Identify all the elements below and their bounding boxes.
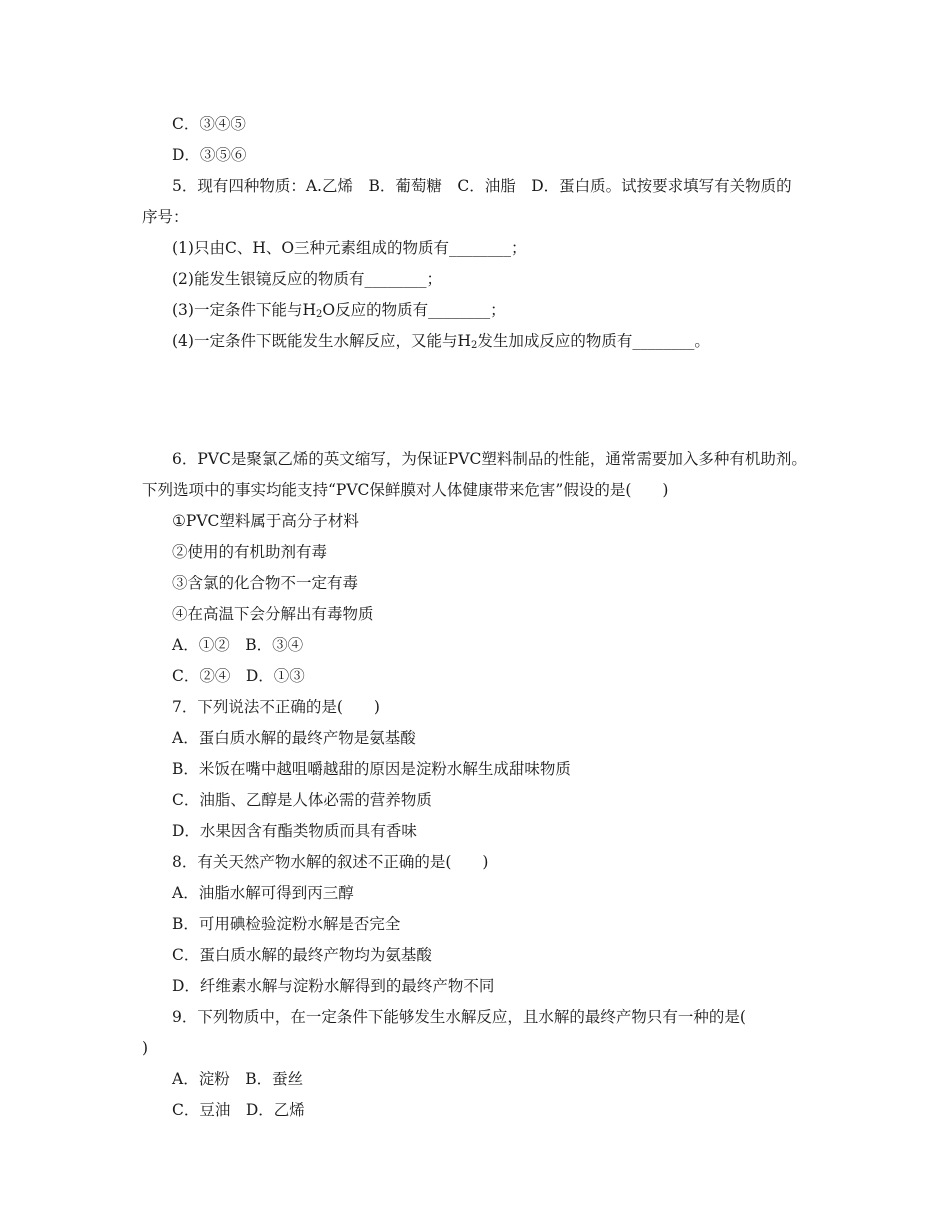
q9-options-ab: A．淀粉 B．蚕丝 — [172, 1070, 304, 1088]
q8-option-a: A．油脂水解可得到丙三醇 — [172, 884, 354, 902]
q8-option-b: B．可用碘检验淀粉水解是否完全 — [172, 915, 401, 933]
q6-stem-line2: 下列选项中的事实均能支持“PVC保鲜膜对人体健康带来危害”假设的是( ) — [142, 481, 669, 499]
q5-sub4-subscript: 2 — [470, 340, 478, 351]
q7-option-a: A．蛋白质水解的最终产物是氨基酸 — [172, 729, 416, 747]
q5-stem-line2: 序号： — [142, 208, 189, 226]
q7-stem: 7．下列说法不正确的是( ) — [172, 698, 380, 716]
q8-option-c: C．蛋白质水解的最终产物均为氨基酸 — [172, 946, 432, 964]
q6-item-3: ③含氯的化合物不一定有毒 — [172, 574, 359, 592]
q6-item-1: ①PVC塑料属于高分子材料 — [172, 512, 359, 530]
q6-options-cd: C．②④ D．①③ — [172, 667, 305, 685]
q7-option-d: D．水果因含有酯类物质而具有香味 — [172, 822, 417, 840]
q4-option-d: D．③⑤⑥ — [172, 146, 247, 164]
q4-option-c: C．③④⑤ — [172, 115, 246, 133]
q7-option-c: C．油脂、乙醇是人体必需的营养物质 — [172, 791, 432, 809]
q5-sub1: (1)只由C、H、O三种元素组成的物质有________； — [172, 239, 527, 257]
q6-item-2: ②使用的有机助剂有毒 — [172, 543, 328, 561]
q5-sub3-part-a: (3)一定条件下能与H — [172, 301, 316, 319]
q6-options-ab: A．①② B．③④ — [172, 636, 304, 654]
q5-sub4-part-a: (4)一定条件下既能发生水解反应，又能与H — [172, 332, 471, 350]
q8-stem: 8．有关天然产物水解的叙述不正确的是( ) — [172, 853, 489, 871]
q5-sub4 — [172, 331, 710, 351]
q5-sub3-subscript: 2 — [315, 309, 323, 320]
q5-sub4-part-b: 发生加成反应的物质有________。 — [477, 332, 710, 350]
q8-option-d: D．纤维素水解与淀粉水解得到的最终产物不同 — [172, 977, 495, 995]
q7-option-b: B．米饭在嘴中越咀嚼越甜的原因是淀粉水解生成甜味物质 — [172, 760, 571, 778]
q9-stem-line2: ) — [142, 1039, 149, 1057]
q9-options-cd: C．豆油 D．乙烯 — [172, 1101, 305, 1119]
q5-stem-line1: 5．现有四种物质：A.乙烯 B．葡萄糖 C．油脂 D．蛋白质。试按要求填写有关物质的 — [172, 177, 792, 195]
q5-sub3-part-b: O反应的物质有________； — [322, 301, 506, 319]
q9-stem-line1: 9．下列物质中，在一定条件下能够发生水解反应，且水解的最终产物只有一种的是( — [172, 1008, 746, 1026]
q5-sub3 — [172, 300, 506, 320]
q6-stem-line1: 6．PVC是聚氯乙烯的英文缩写，为保证PVC塑料制品的性能，通常需要加入多种有机助剂。 — [172, 450, 807, 468]
q6-item-4: ④在高温下会分解出有毒物质 — [172, 605, 374, 623]
q5-sub2: (2)能发生银镜反应的物质有________； — [172, 270, 442, 288]
